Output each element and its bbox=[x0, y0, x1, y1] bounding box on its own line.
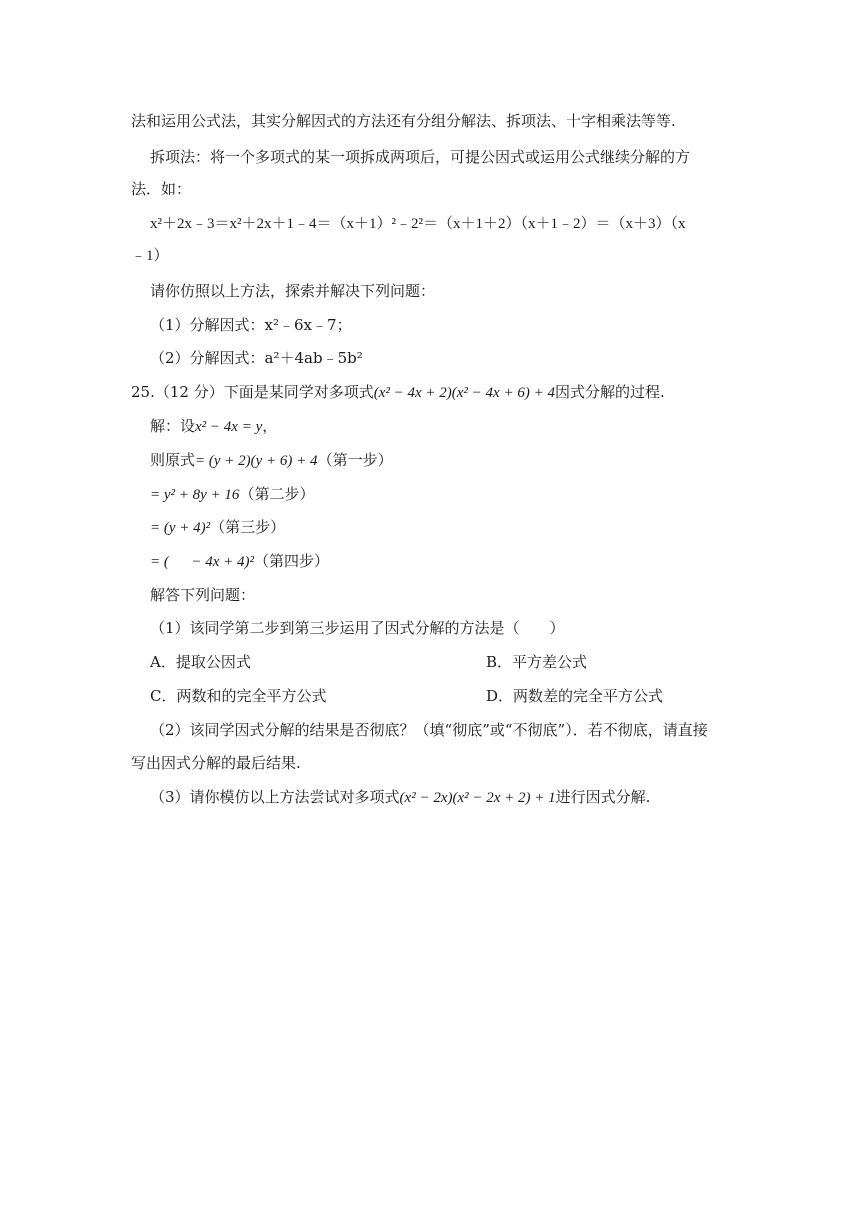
step-2-expression: = y² + 8y + 16 bbox=[150, 487, 240, 503]
question-1: （1）分解因式：x²﹣6x﹣7； bbox=[150, 316, 352, 334]
option-text: 平方差公式 bbox=[512, 653, 588, 671]
stem-text-end: 因式分解的过程. bbox=[554, 383, 665, 401]
step-4-expression: = ( − 4x + 4)² bbox=[150, 554, 255, 570]
step-2 bbox=[150, 484, 314, 505]
step-1-label: （第一步） bbox=[317, 451, 393, 469]
sub-question-3: （3）请你模仿以上方法尝试对多项式(x² − 2x)(x² − 2x + 2) + 1进行因式分解. bbox=[150, 788, 651, 806]
step-3-label: （第三步） bbox=[210, 518, 286, 536]
stem-text: 下面是某同学对多项式 bbox=[223, 383, 374, 401]
intro-line-3: 法．如： bbox=[131, 180, 192, 198]
sub-question-3-expression: (x² − 2x)(x² − 2x + 2) + 1 bbox=[399, 790, 556, 806]
sub-question-2-line-2: 写出因式分解的最后结果. bbox=[131, 754, 301, 772]
intro-line-1: 法和运用公式法，其实分解因式的方法还有分组分解法、拆项法、十字相乘法等等. bbox=[131, 112, 676, 130]
option-c bbox=[150, 686, 327, 706]
score-label: （12 分） bbox=[154, 383, 224, 401]
option-letter: D． bbox=[486, 687, 514, 705]
substitution-expression: x² − 4x = y bbox=[195, 419, 263, 435]
intro-line-2: 拆项法：将一个多项式的某一项拆成两项后，可提公因式或运用公式继续分解的方 bbox=[150, 148, 691, 166]
solution-label: 解：设 bbox=[150, 417, 196, 435]
sub-question-2-line-1: （2）该同学因式分解的结果是否彻底？（填“彻底”或“不彻底”）．若不彻底，请直接 bbox=[150, 721, 708, 739]
question-number: 25. bbox=[131, 383, 155, 401]
example-line-1: x²＋2x﹣3＝x²＋2x＋1﹣4＝（x＋1）²﹣2²＝（x＋1＋2）（x＋1﹣2）＝（x＋3）（x bbox=[150, 216, 686, 232]
question-25-stem bbox=[131, 382, 665, 403]
option-text: 两数差的完全平方公式 bbox=[513, 687, 664, 705]
option-a bbox=[150, 652, 251, 672]
sub-question-1: （1）该同学第二步到第三步运用了因式分解的方法是（ ） bbox=[150, 619, 565, 637]
step-3 bbox=[150, 517, 285, 538]
example-line-2: ﹣1） bbox=[131, 248, 169, 264]
option-d bbox=[486, 686, 663, 706]
step-4 bbox=[150, 551, 329, 572]
option-letter: B． bbox=[486, 653, 513, 671]
option-letter: A． bbox=[150, 653, 176, 671]
step-2-label: （第二步） bbox=[239, 485, 315, 503]
solution-let: 解：设x² − 4x = y， bbox=[150, 417, 278, 435]
option-text: 两数和的完全平方公式 bbox=[176, 687, 327, 705]
step-1: 则原式= (y + 2)(y + 6) + 4（第一步） bbox=[150, 451, 393, 469]
step-4-label: （第四步） bbox=[254, 552, 330, 570]
step-3-expression: = (y + 4)² bbox=[150, 520, 211, 536]
option-letter: C． bbox=[150, 687, 177, 705]
instruction-text: 请你仿照以上方法，探索并解决下列问题： bbox=[150, 282, 436, 300]
step-1-expression: = (y + 2)(y + 6) + 4 bbox=[195, 453, 318, 469]
option-text: 提取公因式 bbox=[175, 653, 251, 671]
stem-expression: (x² − 4x + 2)(x² − 4x + 6) + 4 bbox=[373, 385, 555, 401]
option-b bbox=[486, 652, 587, 672]
answer-intro: 解答下列问题： bbox=[150, 586, 256, 604]
question-2: （2）分解因式：a²＋4ab﹣5b² bbox=[150, 349, 363, 367]
